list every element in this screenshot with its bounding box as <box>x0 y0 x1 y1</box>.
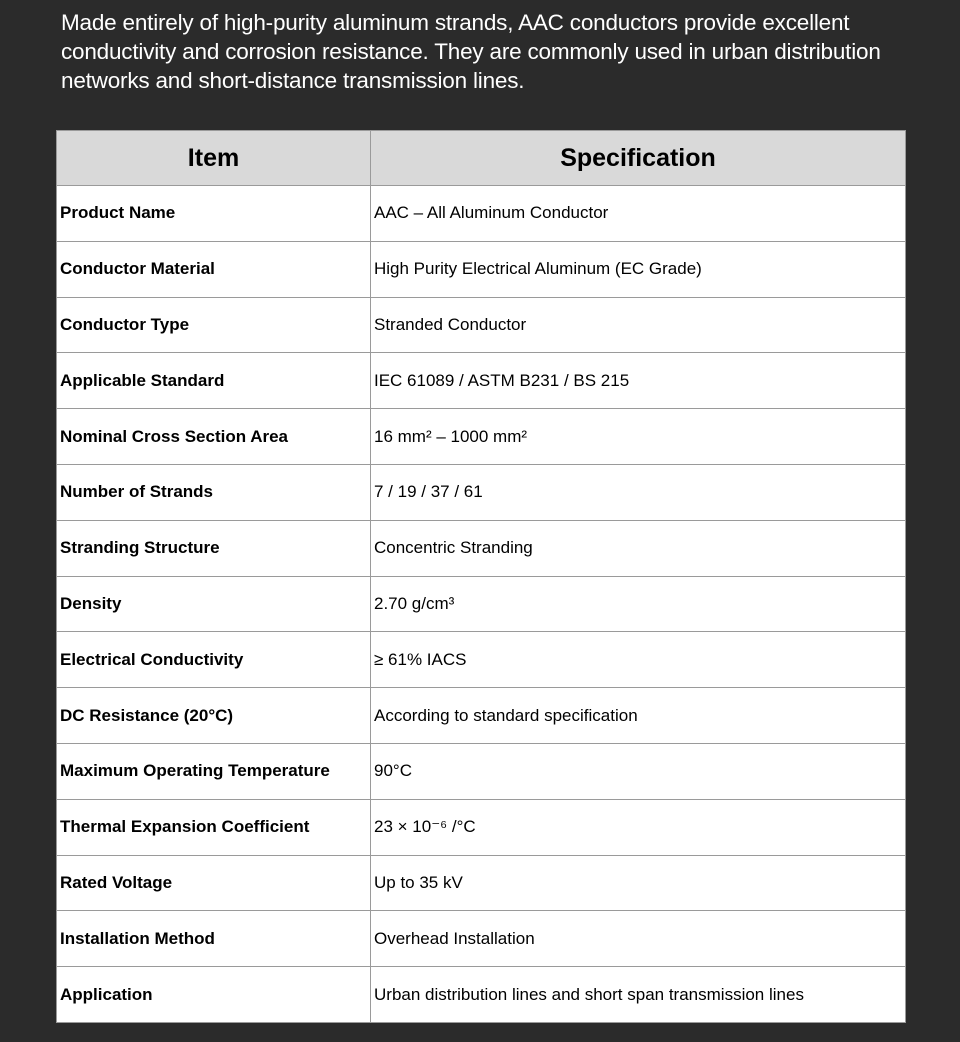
item-cell: DC Resistance (20°C) <box>57 688 371 744</box>
table-row <box>57 576 906 632</box>
item-cell: Rated Voltage <box>57 855 371 911</box>
spec-cell: IEC 61089 / ASTM B231 / BS 215 <box>371 353 906 409</box>
table-row <box>57 799 906 855</box>
spec-cell: 2.70 g/cm³ <box>371 576 906 632</box>
table-row <box>57 911 906 967</box>
spec-cell: 16 mm² – 1000 mm² <box>371 409 906 465</box>
spec-cell: Stranded Conductor <box>371 297 906 353</box>
spec-cell: Concentric Stranding <box>371 520 906 576</box>
item-cell: Density <box>57 576 371 632</box>
table-row <box>57 967 906 1023</box>
item-cell: Installation Method <box>57 911 371 967</box>
item-cell: Conductor Type <box>57 297 371 353</box>
item-cell: Maximum Operating Temperature <box>57 743 371 799</box>
table-row <box>57 241 906 297</box>
item-cell: Stranding Structure <box>57 520 371 576</box>
item-cell: Nominal Cross Section Area <box>57 409 371 465</box>
column-header-item: Item <box>57 131 371 186</box>
table-row <box>57 464 906 520</box>
item-cell: Applicable Standard <box>57 353 371 409</box>
item-cell: Product Name <box>57 186 371 242</box>
spec-cell: 7 / 19 / 37 / 61 <box>371 464 906 520</box>
table-row <box>57 632 906 688</box>
spec-cell: AAC – All Aluminum Conductor <box>371 186 906 242</box>
spec-table <box>56 130 906 1023</box>
table-row <box>57 297 906 353</box>
spec-cell: ≥ 61% IACS <box>371 632 906 688</box>
spec-cell: 90°C <box>371 743 906 799</box>
column-header-specification: Specification <box>371 131 906 186</box>
table-row <box>57 186 906 242</box>
table-row <box>57 688 906 744</box>
table-row <box>57 353 906 409</box>
spec-cell: Urban distribution lines and short span transmission lines <box>371 967 906 1023</box>
spec-cell: 23 × 10⁻⁶ /°C <box>371 799 906 855</box>
item-cell: Number of Strands <box>57 464 371 520</box>
intro-paragraph: Made entirely of high-purity aluminum strands, AAC conductors provide excellent conductivity and corrosion resistance. They are commonly used in urban distribution networks and short-distance transmission lines. <box>61 10 881 93</box>
item-cell: Conductor Material <box>57 241 371 297</box>
spec-cell: According to standard specification <box>371 688 906 744</box>
table-row <box>57 743 906 799</box>
item-cell: Electrical Conductivity <box>57 632 371 688</box>
table-row <box>57 520 906 576</box>
table-header-row <box>57 131 906 186</box>
spec-cell: High Purity Electrical Aluminum (EC Grade) <box>371 241 906 297</box>
item-cell: Thermal Expansion Coefficient <box>57 799 371 855</box>
table-row <box>57 409 906 465</box>
table-row <box>57 855 906 911</box>
spec-cell: Overhead Installation <box>371 911 906 967</box>
item-cell: Application <box>57 967 371 1023</box>
spec-cell: Up to 35 kV <box>371 855 906 911</box>
